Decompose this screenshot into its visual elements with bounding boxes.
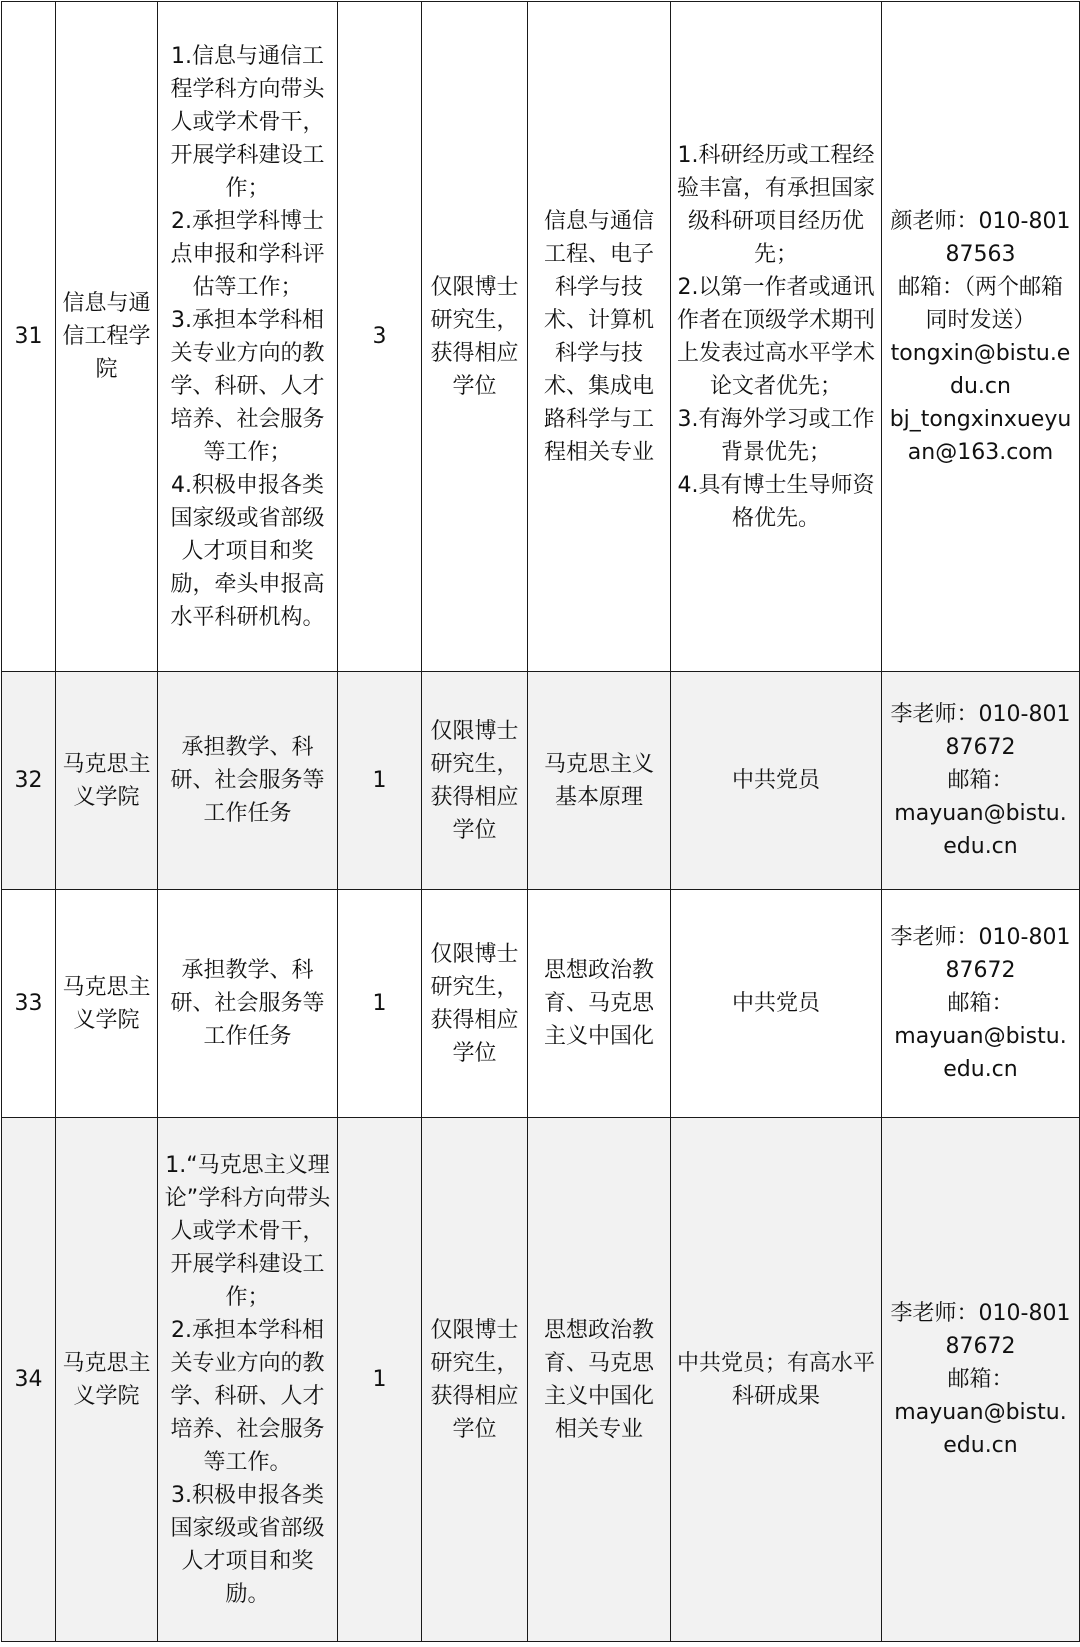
row-number: 33 — [2, 890, 56, 1118]
row-number: 31 — [2, 2, 56, 672]
count-cell: 3 — [338, 2, 422, 672]
requirements-cell: 1.科研经历或工程经验丰富，有承担国家级科研项目经历优先； 2.以第一作者或通讯作者在顶级学术期刊上发表过高水平学术论文者优先； 3.有海外学习或工作背景优先； 4.具有博士生导师资格优先。 — [671, 2, 882, 672]
table-row — [2, 890, 1080, 1118]
duties-cell: 承担教学、科研、社会服务等工作任务 — [158, 672, 338, 890]
college-cell: 马克思主义学院 — [56, 890, 158, 1118]
count-cell: 1 — [338, 672, 422, 890]
recruitment-table — [1, 1, 1080, 1642]
contact-cell: 李老师：010-80187672 邮箱： mayuan@bistu.edu.cn — [882, 1118, 1080, 1642]
duties-cell: 1.信息与通信工程学科方向带头人或学术骨干，开展学科建设工作； 2.承担学科博士点申报和学科评估等工作； 3.承担本学科相关专业方向的教学、科研、人才培养、社会服务等工作； 4.积极申报各类国家级或省部级人才项目和奖励，牵头申报高水平科研机构。 — [158, 2, 338, 672]
requirements-cell: 中共党员 — [671, 890, 882, 1118]
education-cell: 仅限博士研究生，获得相应学位 — [422, 2, 528, 672]
row-number: 32 — [2, 672, 56, 890]
table-row — [2, 1118, 1080, 1642]
major-cell: 思想政治教育、马克思主义中国化 — [528, 890, 671, 1118]
requirements-cell: 中共党员；有高水平科研成果 — [671, 1118, 882, 1642]
major-cell: 思想政治教育、马克思主义中国化相关专业 — [528, 1118, 671, 1642]
education-cell: 仅限博士研究生，获得相应学位 — [422, 890, 528, 1118]
contact-cell: 李老师：010-80187672 邮箱： mayuan@bistu.edu.cn — [882, 672, 1080, 890]
college-cell: 马克思主义学院 — [56, 672, 158, 890]
requirements-cell: 中共党员 — [671, 672, 882, 890]
duties-cell: 1.“马克思主义理论”学科方向带头人或学术骨干，开展学科建设工作； 2.承担本学科相关专业方向的教学、科研、人才培养、社会服务等工作。 3.积极申报各类国家级或省部级人才项目和奖励。 — [158, 1118, 338, 1642]
count-cell: 1 — [338, 890, 422, 1118]
major-cell: 马克思主义基本原理 — [528, 672, 671, 890]
table-row — [2, 672, 1080, 890]
education-cell: 仅限博士研究生，获得相应学位 — [422, 1118, 528, 1642]
contact-cell: 颜老师：010-80187563 邮箱：（两个邮箱同时发送） tongxin@bistu.edu.cn bj_tongxinxueyuan@163.com — [882, 2, 1080, 672]
duties-cell: 承担教学、科研、社会服务等工作任务 — [158, 890, 338, 1118]
major-cell: 信息与通信工程、电子科学与技术、计算机科学与技术、集成电路科学与工程相关专业 — [528, 2, 671, 672]
education-cell: 仅限博士研究生，获得相应学位 — [422, 672, 528, 890]
college-cell: 信息与通信工程学院 — [56, 2, 158, 672]
count-cell: 1 — [338, 1118, 422, 1642]
row-number: 34 — [2, 1118, 56, 1642]
college-cell: 马克思主义学院 — [56, 1118, 158, 1642]
contact-cell: 李老师：010-80187672 邮箱： mayuan@bistu.edu.cn — [882, 890, 1080, 1118]
table-row — [2, 2, 1080, 672]
